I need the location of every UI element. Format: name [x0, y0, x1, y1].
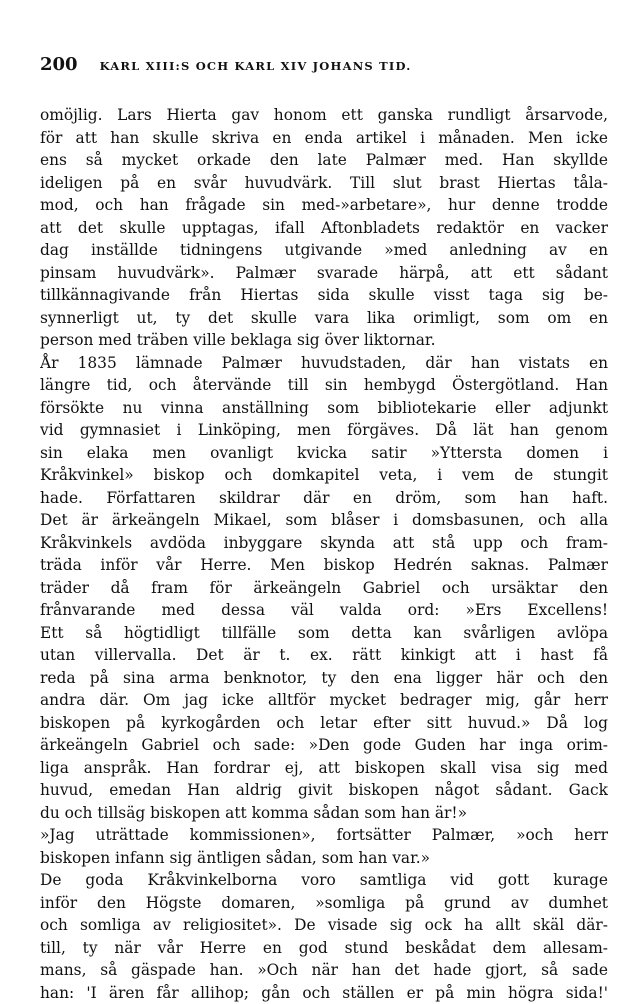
text-line: De goda Kråkvinkelborna voro samtliga vid gott kurage	[40, 869, 608, 892]
text-line: liga anspråk. Han fordrar ej, att biskopen skall visa sig med	[40, 757, 608, 780]
text-line: du och tillsäg biskopen att komma sådan som han är!»	[40, 802, 608, 825]
text-line: Det är ärkeängeln Mikael, som blåser i domsbasunen, och alla	[40, 509, 608, 532]
text-line: Ett så högtidligt tillfälle som detta kan svårligen avlöpa	[40, 622, 608, 645]
text-line: utan villervalla. Det är t. ex. rätt kinkigt att i hast få	[40, 644, 608, 667]
text-line: biskopen infann sig äntligen sådan, som han var.»	[40, 847, 608, 870]
text-line: sin elaka men ovanligt kvicka satir »Yttersta domen i	[40, 442, 608, 465]
text-line: ideligen på en svår huvudvärk. Till slut brast Hiertas tåla-	[40, 172, 608, 195]
text-line: mans, så gäspade han. »Och när han det hade gjort, så sade	[40, 959, 608, 982]
text-line: frånvarande med dessa väl valda ord: »Ers Excellens!	[40, 599, 608, 622]
text-line: vid gymnasiet i Linköping, men förgäves. Då lät han genom	[40, 419, 608, 442]
text-line: träda inför vår Herre. Men biskop Hedrén saknas. Palmær	[40, 554, 608, 577]
text-line: andra där. Om jag icke alltför mycket bedrager mig, går herr	[40, 689, 608, 712]
text-line: huvud, emedan Han aldrig givit biskopen något sådant. Gack	[40, 779, 608, 802]
text-line: och somliga av religiositet». De visade sig ock ha allt skäl där-	[40, 914, 608, 937]
text-line: inför den Högste domaren, »somliga på grund av dumhet	[40, 892, 608, 915]
text-line: reda på sina arma benknotor, ty den ena ligger här och den	[40, 667, 608, 690]
page-number: 200	[40, 54, 78, 75]
text-line: mod, och han frågade sin med-»arbetare», hur denne trodde	[40, 194, 608, 217]
text-line: träder då fram för ärkeängeln Gabriel och ursäktar den	[40, 577, 608, 600]
text-line: synnerligt ut, ty det skulle vara lika orimligt, som om en	[40, 307, 608, 330]
text-line: ärkeängeln Gabriel och sade: »Den gode Guden har inga orim-	[40, 734, 608, 757]
text-line: till, ty när vår Herre en god stund beskådat dem allesam-	[40, 937, 608, 960]
text-line: tillkännagivande från Hiertas sida skulle visst taga sig be-	[40, 284, 608, 307]
text-line: Kråkvinkels avdöda inbyggare skynda att stå upp och fram-	[40, 532, 608, 555]
text-line: för att han skulle skriva en enda artikel i månaden. Men icke	[40, 127, 608, 150]
text-line: Kråkvinkel» biskop och domkapitel veta, i vem de stungit	[40, 464, 608, 487]
text-line: ens så mycket orkade den late Palmær med. Han skyllde	[40, 149, 608, 172]
text-line: biskopen på kyrkogården och letar efter sitt huvud.» Då log	[40, 712, 608, 735]
book-page	[40, 54, 608, 1004]
text-line: omöjlig. Lars Hierta gav honom ett ganska rundligt årsarvode,	[40, 104, 608, 127]
text-line: »Jag uträttade kommissionen», fortsätter Palmær, »och herr	[40, 824, 608, 847]
text-line: längre tid, och återvände till sin hembygd Östergötland. Han	[40, 374, 608, 397]
body-text	[40, 104, 608, 1004]
text-line: pinsam huvudvärk». Palmær svarade härpå, att ett sådant	[40, 262, 608, 285]
running-head-title: KARL XIII:S OCH KARL XIV JOHANS TID.	[100, 59, 412, 73]
text-line: År 1835 lämnade Palmær huvudstaden, där han vistats en	[40, 352, 608, 375]
text-line: dag inställde tidningens utgivande »med anledning av en	[40, 239, 608, 262]
text-line: försökte nu vinna anställning som bibliotekarie eller adjunkt	[40, 397, 608, 420]
text-line: han: 'I ären får allihop; gån och ställen er på min högra sida!'	[40, 982, 608, 1004]
text-line: person med träben ville beklaga sig över liktornar.	[40, 329, 608, 352]
text-line: att det skulle upptagas, ifall Aftonbladets redaktör en vacker	[40, 217, 608, 240]
running-head	[40, 54, 608, 80]
text-line: hade. Författaren skildrar där en dröm, som han haft.	[40, 487, 608, 510]
